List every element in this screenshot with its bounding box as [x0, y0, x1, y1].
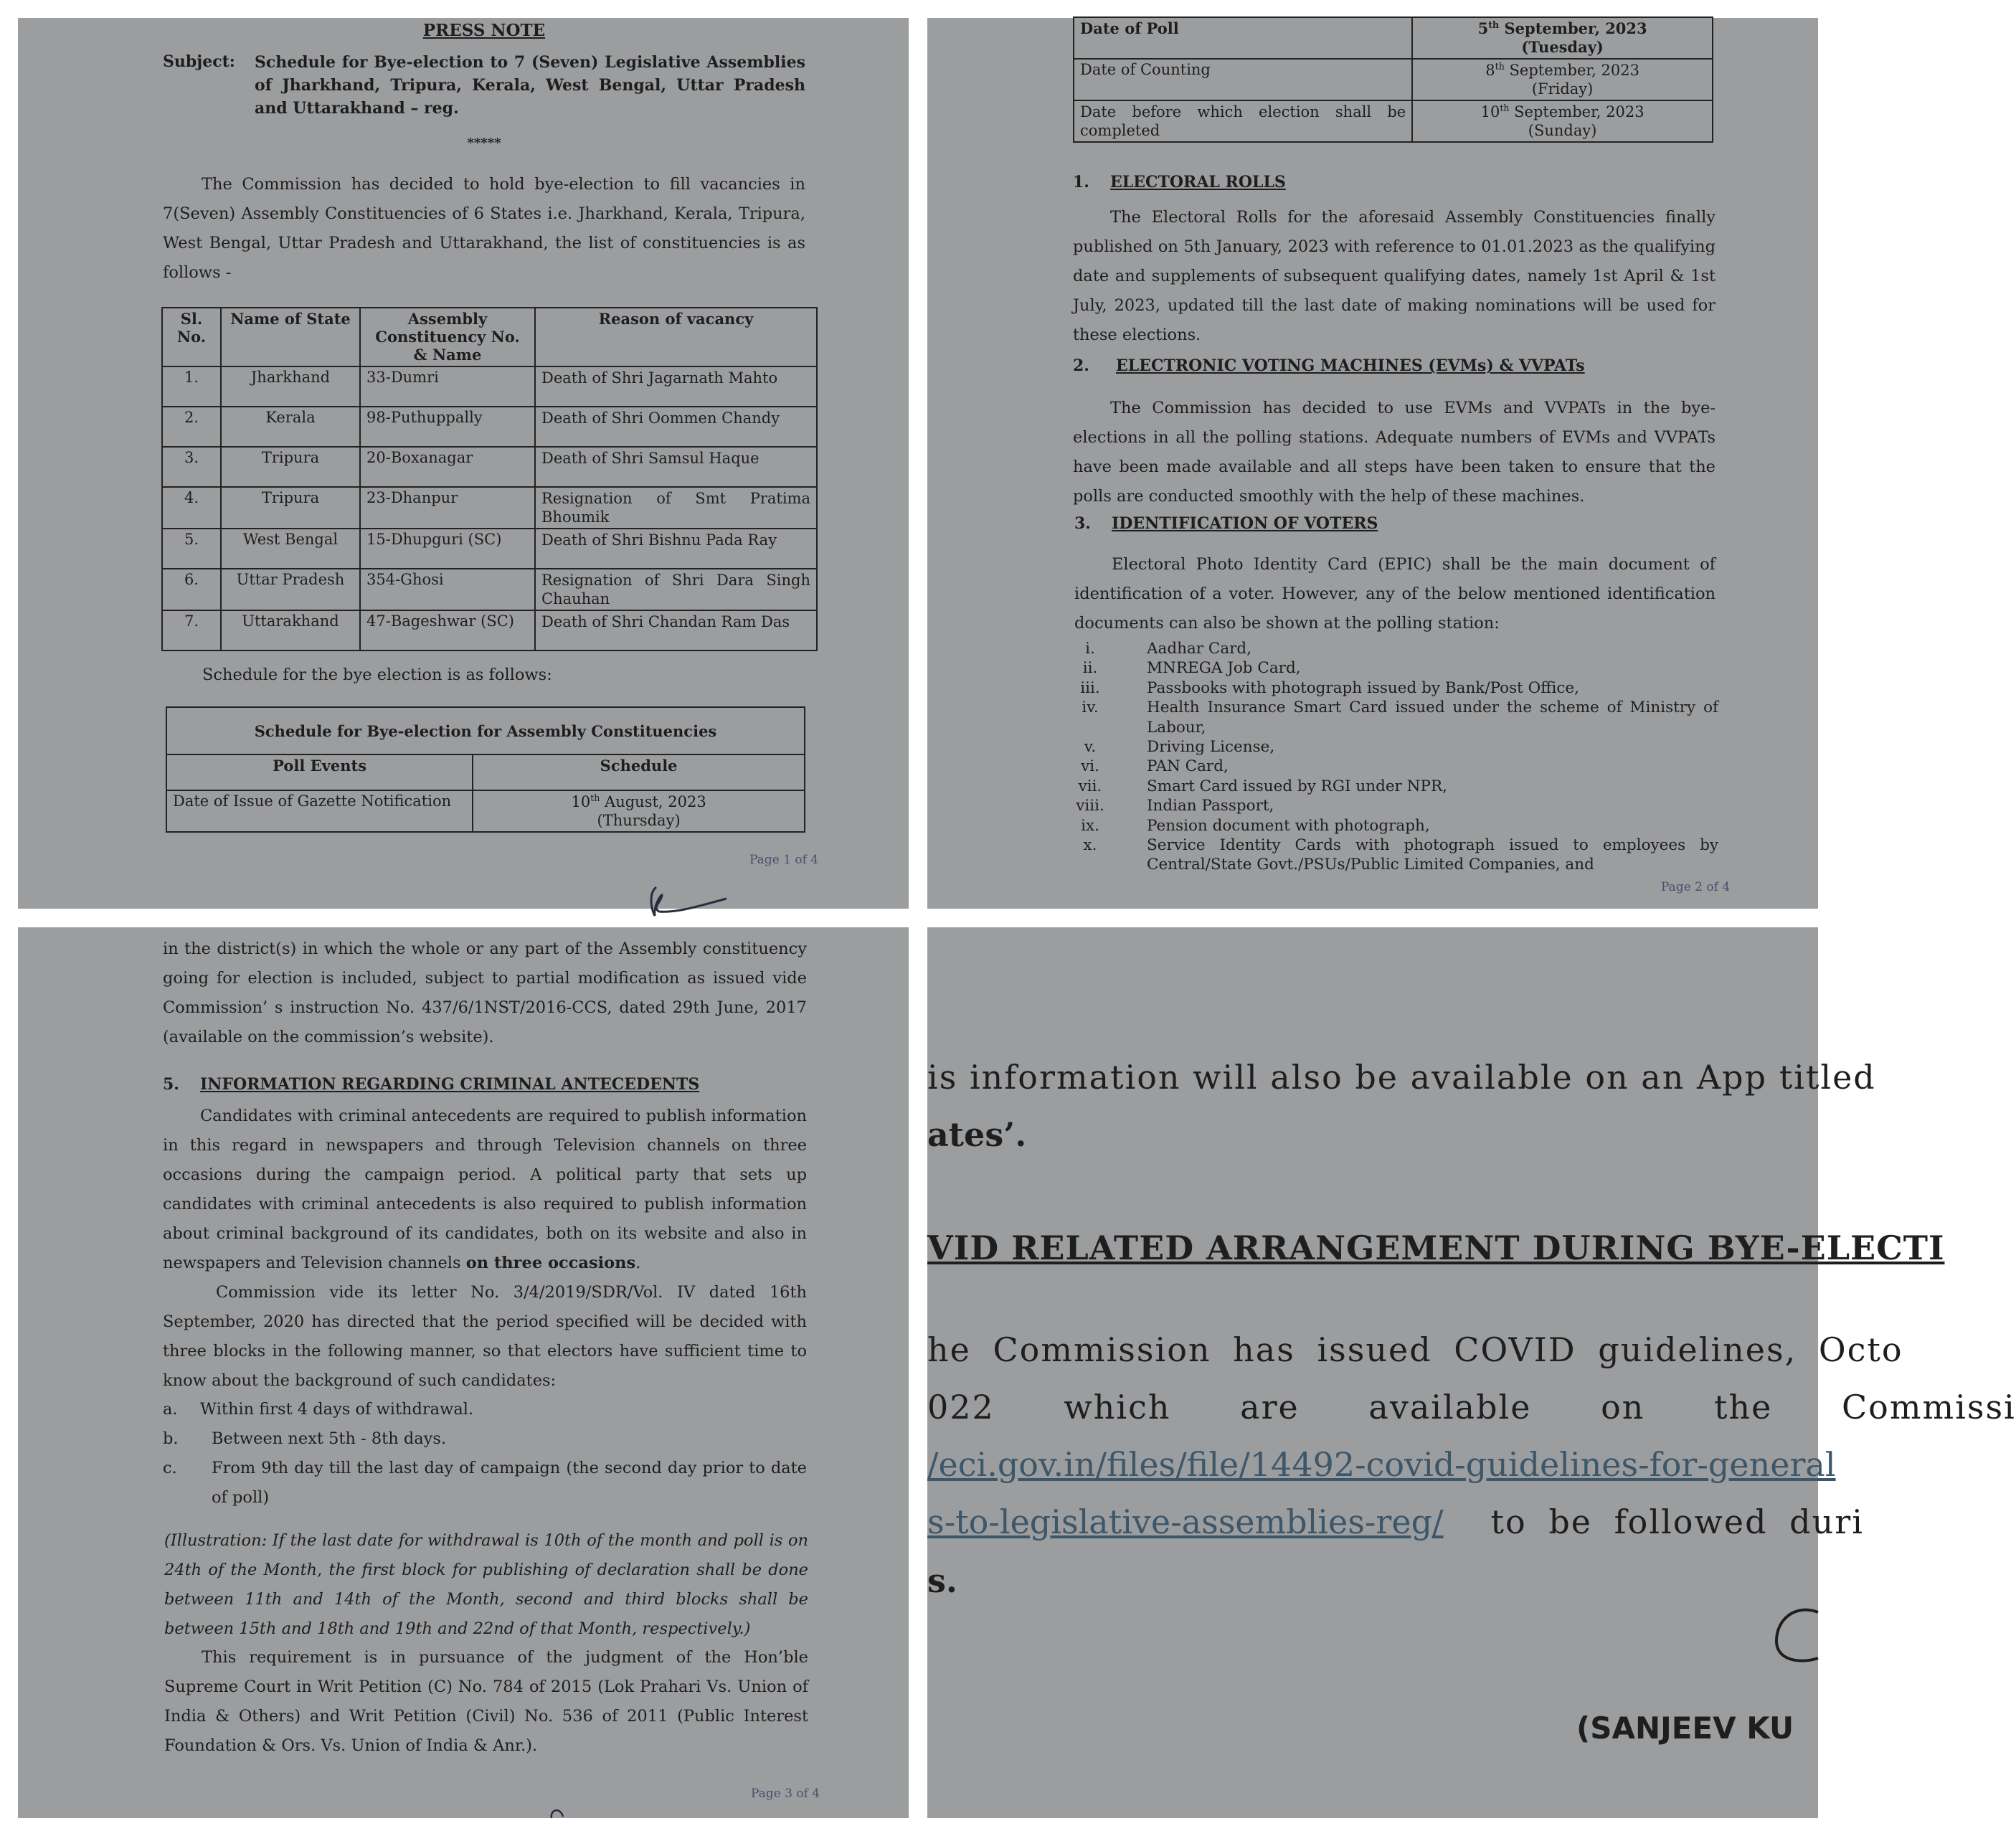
cell-reason: Death of Shri Jagarnath Mahto	[535, 366, 817, 407]
date-rest: September, 2023	[1499, 19, 1647, 37]
table-row	[1074, 100, 1713, 142]
list-text: PAN Card,	[1147, 757, 1229, 776]
date-weekday: (Tuesday)	[1521, 38, 1604, 56]
date-weekday: (Sunday)	[1528, 122, 1597, 139]
date-suffix: th	[1500, 103, 1510, 113]
list-item	[1069, 678, 1718, 698]
schedule-table-title: Schedule for Bye-election for Assembly Constituencies	[166, 707, 805, 754]
continued-paragraph: in the district(s) in which the whole or any part of the Assembly constituency going for election is included, subject to partial modification as issued vide Commission’ s instruction No. 437/6/1NST/2016-CCS, dated 29th June, 2017 (available on the commission’s website).	[163, 940, 807, 1046]
table-row	[166, 790, 805, 832]
covid-text-rest: to be followed duri	[1490, 1503, 1864, 1541]
signature-mark-icon	[1766, 1598, 1818, 1670]
section-3-number: 3.	[1074, 514, 1091, 533]
date-suffix: th	[590, 792, 600, 803]
list-item	[1069, 836, 1718, 875]
list-item	[1069, 777, 1718, 796]
section-5-title: INFORMATION REGARDING CRIMINAL ANTECEDENTS	[200, 1075, 700, 1094]
press-note-title: PRESS NOTE	[422, 21, 546, 40]
cell-constituency: 23-Dhanpur	[360, 487, 535, 529]
schedule-table-part1	[166, 706, 805, 833]
page-3-panel	[18, 927, 909, 1818]
cell-constituency: 354-Ghosi	[360, 569, 535, 610]
date-day: 10	[571, 793, 591, 810]
signature-mark-icon	[635, 871, 735, 922]
section-3-title: IDENTIFICATION OF VOTERS	[1112, 514, 1378, 533]
separator-stars: *****	[467, 136, 501, 151]
table-row	[162, 447, 817, 487]
intro-paragraph: The Commission has decided to hold bye-election to fill vacancies in 7(Seven) Assembly Constituencies of 6 States i.e. Jharkhand, Kerala, Tripura, West Bengal, Uttar Pradesh and Uttarakhand, the list of constituencies is as follows -	[163, 175, 805, 282]
list-text: Driving License,	[1147, 738, 1275, 757]
list-marker: iii.	[1080, 678, 1100, 697]
page-1-panel	[18, 18, 909, 909]
date-day: 10	[1480, 103, 1500, 120]
zoomed-text-block	[927, 927, 2016, 1818]
cell-reason: Death of Shri Chandan Ram Das	[535, 610, 817, 650]
list-text: Pension document with photograph,	[1147, 816, 1430, 835]
cell-sl-no: 3.	[162, 447, 221, 487]
list-marker: ix.	[1081, 816, 1099, 835]
covid-section-heading: VID RELATED ARRANGEMENT DURING BYE-ELECTI	[927, 1229, 1945, 1267]
col-header-sl-no: Sl. No.	[162, 308, 221, 366]
cell-reason: Death of Shri Bishnu Pada Ray	[535, 529, 817, 569]
schedule-event-cell: Date of Poll	[1074, 17, 1412, 59]
list-text: Smart Card issued by RGI under NPR,	[1147, 777, 1447, 795]
page-2-panel	[927, 18, 1818, 909]
list-item	[1069, 757, 1718, 776]
signatory-name: (SANJEEV KU	[1576, 1710, 1794, 1746]
cell-constituency: 15-Dhupguri (SC)	[360, 529, 535, 569]
list-text: Between next 5th - 8th days.	[212, 1429, 447, 1448]
table-row	[162, 529, 817, 569]
list-text: Indian Passport,	[1147, 797, 1274, 815]
list-text: Within first 4 days of withdrawal.	[200, 1400, 474, 1419]
list-item	[163, 1395, 807, 1424]
table-header-row	[162, 308, 817, 366]
cell-sl-no: 5.	[162, 529, 221, 569]
cell-state: Tripura	[221, 487, 360, 529]
covid-guidelines-link[interactable]: /eci.gov.in/files/file/14492-covid-guidelines-for-general	[927, 1445, 1836, 1484]
schedule-event-cell: Date of Counting	[1074, 59, 1412, 100]
id-documents-list	[1069, 639, 1718, 875]
schedule-col-schedule: Schedule	[473, 754, 805, 790]
date-rest: September, 2023	[1504, 62, 1639, 79]
cell-sl-no: 7.	[162, 610, 221, 650]
app-name-line: ates’.	[927, 1115, 1027, 1154]
list-text: From 9th day till the last day of campaign (the second day prior to date of poll)	[212, 1459, 807, 1507]
col-header-reason: Reason of vacancy	[535, 308, 817, 366]
schedule-intro: Schedule for the bye election is as follows:	[202, 666, 552, 684]
page-number: Page 1 of 4	[749, 853, 819, 867]
paragraph-text: Candidates with criminal antecedents are required to publish information in this regard in newspapers and through Television channels on three occasions during the campaign period. A political party that sets up candidates with criminal antecedents is also required to publish information about criminal background of its candidates, both on its website and also in newspapers and Television channels	[163, 1107, 807, 1272]
signature-mark-icon	[547, 1804, 569, 1818]
schedule-event-cell: Date of Issue of Gazette Notification	[166, 790, 473, 832]
constituency-table	[161, 307, 818, 651]
col-header-state: Name of State	[221, 308, 360, 366]
cell-constituency: 33-Dumri	[360, 366, 535, 407]
schedule-table-part2	[1073, 16, 1713, 143]
list-marker: iv.	[1082, 699, 1099, 717]
cell-constituency: 98-Puthuppally	[360, 407, 535, 447]
illustration-note: (Illustration: If the last date for withdrawal is 10th of the month and poll is on 24th of the Month, the first block for publishing of declaration shall be done between 11th and 14th of the Month, second and third blocks shall be between 15th and 18th and 19th and 22nd of that Month, respectively.)	[164, 1531, 808, 1638]
date-day: 8	[1485, 62, 1495, 79]
list-item	[1069, 639, 1718, 658]
list-marker: viii.	[1076, 797, 1104, 815]
date-rest: August, 2023	[600, 793, 706, 810]
list-marker: ii.	[1082, 659, 1098, 678]
cell-constituency: 47-Bageshwar (SC)	[360, 610, 535, 650]
list-text: Service Identity Cards with photograph issued to employees by Central/State Govt./PSUs/Public Limited Companies, and	[1147, 836, 1718, 874]
schedule-date-cell	[1412, 100, 1713, 142]
list-text: Aadhar Card,	[1147, 640, 1252, 658]
covid-text-line-5: s.	[927, 1561, 957, 1600]
list-marker: a.	[163, 1400, 178, 1419]
covid-guidelines-link-continued[interactable]: s-to-legislative-assemblies-reg/	[927, 1503, 1444, 1541]
table-row	[162, 569, 817, 610]
section-5-number: 5.	[163, 1075, 179, 1094]
section-3-text: Electoral Photo Identity Card (EPIC) shall be the main document of identification of a voter. However, any of the below mentioned identification documents can also be shown at the polling station:	[1074, 555, 1716, 633]
blocks-list	[163, 1395, 807, 1513]
schedule-date-cell	[1412, 17, 1713, 59]
schedule-date-cell	[1412, 59, 1713, 100]
list-marker: v.	[1084, 738, 1097, 757]
table-row	[162, 487, 817, 529]
page-number: Page 3 of 4	[751, 1787, 820, 1801]
section-5-paragraph-2: Commission vide its letter No. 3/4/2019/SDR/Vol. IV dated 16th September, 2020 has directed that the period specified will be decided with three blocks in the following manner, so that electors have sufficient time to know about the background of such candidates:	[163, 1283, 807, 1390]
cell-sl-no: 4.	[162, 487, 221, 529]
covid-text-line-1: he Commission has issued COVID guidelines, Octo	[927, 1330, 1903, 1369]
list-item	[1069, 698, 1718, 737]
list-marker: c.	[163, 1459, 177, 1477]
list-item	[163, 1424, 807, 1454]
list-text: Passbooks with photograph issued by Bank/Post Office,	[1147, 678, 1579, 697]
schedule-event-cell: Date before which election shall be completed	[1074, 100, 1412, 142]
date-suffix: th	[1495, 61, 1505, 72]
table-row	[162, 407, 817, 447]
list-item	[1069, 796, 1718, 815]
section-5-paragraph-1: Candidates with criminal antecedents are required to publish information in this regard in newspapers and through Television channels on three occasions during the campaign period. A political party that sets up candidates with criminal antecedents is also required to publish information about criminal background of its candidates, both on its website and also in newspapers and Television channels on three occasions.	[163, 1107, 807, 1272]
table-row	[1074, 59, 1713, 100]
list-marker: vi.	[1081, 757, 1099, 776]
list-marker: vii.	[1078, 777, 1102, 795]
section-1-title: ELECTORAL ROLLS	[1110, 173, 1286, 191]
subject-text: Schedule for Bye-election to 7 (Seven) Legislative Assemblies of Jharkhand, Tripura, Kerala, West Bengal, Uttar Pradesh and Uttarakhand – reg.	[255, 53, 805, 118]
app-info-line: is information will also be available on an App titled	[927, 1058, 1876, 1097]
list-marker: i.	[1085, 640, 1095, 658]
cell-reason: Resignation of Shri Dara Singh Chauhan	[535, 569, 817, 610]
section-5-paragraph-3: This requirement is in pursuance of the judgment of the Hon’ble Supreme Court in Writ Petition (C) No. 784 of 2015 (Lok Prahari Vs. Union of India & Others) and Writ Petition (Civil) No. 536 of 2011 (Public Interest Foundation & Ors. Vs. Union of India & Anr.).	[164, 1648, 808, 1755]
list-text: MNREGA Job Card,	[1147, 659, 1301, 678]
cell-state: Uttarakhand	[221, 610, 360, 650]
table-row	[162, 610, 817, 650]
cell-state: Jharkhand	[221, 366, 360, 407]
list-marker: b.	[163, 1429, 179, 1448]
list-item	[1069, 816, 1718, 836]
list-marker: x.	[1083, 836, 1097, 855]
list-text: Health Insurance Smart Card issued under the scheme of Ministry of Labour,	[1147, 699, 1718, 737]
section-1-text: The Electoral Rolls for the aforesaid Assembly Constituencies finally published on 5th January, 2023 with reference to 01.01.2023 as the qualifying date and supplements of subsequent qualifying dates, namely 1st April & 1st July, 2023, updated till the last date of making nominations will be used for these elections.	[1073, 208, 1716, 344]
table-row	[1074, 17, 1713, 59]
subject-label: Subject:	[163, 52, 235, 71]
section-1-number: 1.	[1073, 173, 1089, 191]
cell-state: West Bengal	[221, 529, 360, 569]
list-item	[1069, 658, 1718, 678]
covid-text-line-4	[927, 1503, 1864, 1541]
section-2-number: 2.	[1073, 356, 1089, 375]
page-4-panel	[927, 927, 2016, 1818]
list-item	[163, 1454, 807, 1513]
page-number: Page 2 of 4	[1661, 880, 1731, 894]
cell-state: Tripura	[221, 447, 360, 487]
date-day: 5	[1477, 19, 1489, 37]
cell-reason: Death of Shri Oommen Chandy	[535, 407, 817, 447]
table-row	[162, 366, 817, 407]
cell-sl-no: 1.	[162, 366, 221, 407]
date-weekday: (Friday)	[1531, 80, 1594, 98]
list-item	[1069, 737, 1718, 757]
date-weekday: (Thursday)	[597, 812, 681, 829]
date-suffix: th	[1488, 19, 1500, 30]
date-rest: September, 2023	[1509, 103, 1644, 120]
cell-state: Kerala	[221, 407, 360, 447]
cell-sl-no: 2.	[162, 407, 221, 447]
cell-reason: Death of Shri Samsul Haque	[535, 447, 817, 487]
paragraph-bold-text: on three occasions	[465, 1254, 636, 1272]
cell-reason: Resignation of Smt Pratima Bhoumik	[535, 487, 817, 529]
col-header-constituency: Assembly Constituency No. & Name	[360, 308, 535, 366]
covid-text-line-2: 022 which are available on the Commissi	[927, 1388, 2016, 1426]
section-2-text: The Commission has decided to use EVMs and VVPATs in the bye-elections in all the polling stations. Adequate numbers of EVMs and VVPATs have been made available and all steps have been taken to ensure that the polls are conducted smoothly with the help of these machines.	[1073, 399, 1716, 506]
cell-state: Uttar Pradesh	[221, 569, 360, 610]
cell-constituency: 20-Boxanagar	[360, 447, 535, 487]
cell-sl-no: 6.	[162, 569, 221, 610]
schedule-date-cell	[473, 790, 805, 832]
schedule-col-events: Poll Events	[166, 754, 473, 790]
section-2-title: ELECTRONIC VOTING MACHINES (EVMs) & VVPATs	[1116, 356, 1585, 375]
